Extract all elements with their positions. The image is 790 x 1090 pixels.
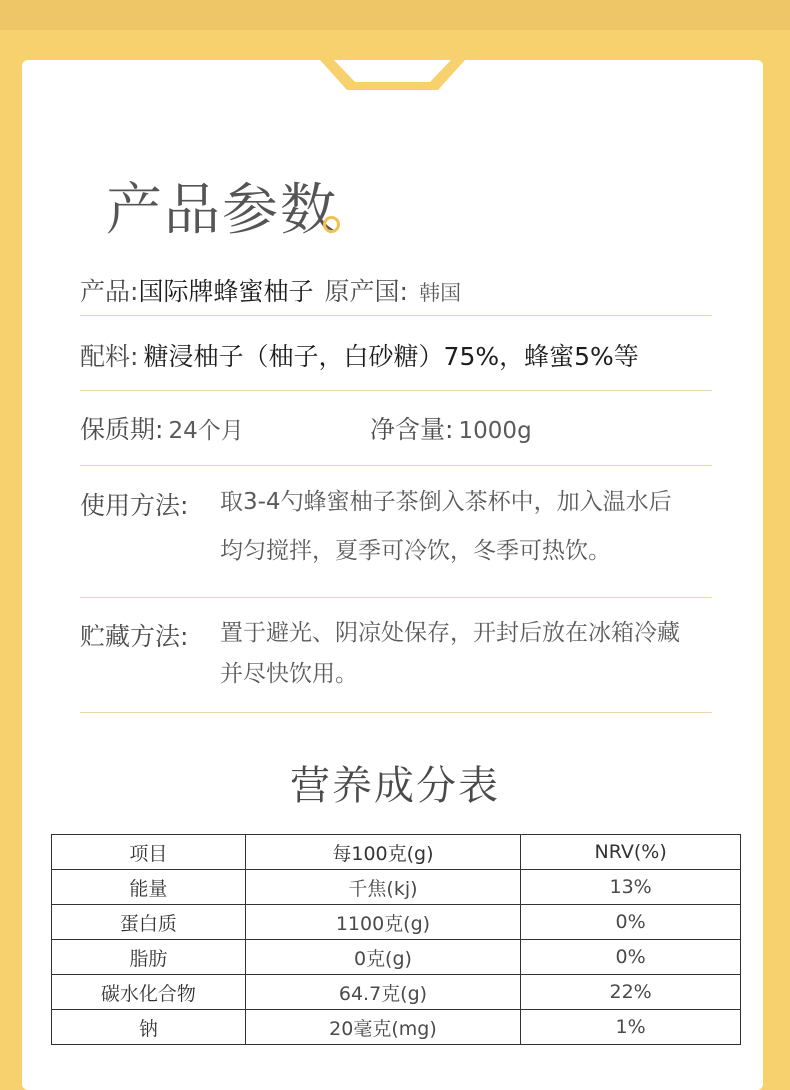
- nutrition-title: 营养成分表: [290, 763, 500, 809]
- top-banner: [0, 0, 790, 30]
- divider: [80, 465, 712, 466]
- divider: [80, 597, 712, 598]
- row-energy-amount: 千焦(kj): [245, 870, 521, 905]
- origin-value: 韩国: [419, 281, 462, 305]
- row-carbs-amount: 64.7克(g): [245, 975, 521, 1010]
- net-content-row: [370, 410, 710, 446]
- product-row: [80, 272, 712, 308]
- header-nrv: NRV(%): [521, 835, 741, 870]
- table-row: [52, 905, 741, 940]
- row-fat-nrv: 0%: [521, 940, 741, 975]
- row-protein-amount: 1100克(g): [245, 905, 521, 940]
- storage-line-1: 置于避光、阴凉处保存，开封后放在冰箱冷藏: [220, 620, 680, 646]
- net-content-value: 1000g: [458, 418, 532, 444]
- ingredients-value: 糖浸柚子（柚子，白砂糖）75%，蜂蜜5%等: [143, 342, 639, 371]
- table-row: [52, 975, 741, 1010]
- divider: [80, 712, 712, 713]
- divider: [80, 390, 712, 391]
- row-carbs-nrv: 22%: [521, 975, 741, 1010]
- title-dot-ornament: [323, 216, 340, 233]
- header-item: 项目: [52, 835, 246, 870]
- row-fat-amount: 0克(g): [245, 940, 521, 975]
- product-label: 产品:: [80, 277, 139, 306]
- row-sodium-nrv: 1%: [521, 1010, 741, 1045]
- nutrition-table: [51, 834, 741, 1045]
- origin-label: 原产国:: [324, 277, 408, 306]
- row-sodium-name: 钠: [52, 1010, 246, 1045]
- table-header-row: [52, 835, 741, 870]
- card-notch-decoration: [320, 60, 465, 90]
- usage-line-2: 均匀搅拌，夏季可冷饮，冬季可热饮。: [220, 538, 611, 564]
- storage-label: 贮藏方法:: [80, 622, 189, 651]
- net-content-label: 净含量:: [370, 415, 454, 444]
- row-energy-name: 能量: [52, 870, 246, 905]
- table-row: [52, 870, 741, 905]
- row-carbs-name: 碳水化合物: [52, 975, 246, 1010]
- table-row: [52, 940, 741, 975]
- usage-label: 使用方法:: [80, 491, 189, 520]
- storage-line-2: 并尽快饮用。: [220, 661, 358, 687]
- ingredients-label: 配料:: [80, 342, 139, 371]
- header-per-100g: 每100克(g): [245, 835, 521, 870]
- row-protein-nrv: 0%: [521, 905, 741, 940]
- row-fat-name: 脂肪: [52, 940, 246, 975]
- ingredients-row: [80, 337, 730, 373]
- row-sodium-amount: 20毫克(mg): [245, 1010, 521, 1045]
- row-energy-nrv: 13%: [521, 870, 741, 905]
- page-title: 产品参数: [106, 178, 338, 243]
- product-value: 国际牌蜂蜜柚子: [138, 277, 314, 306]
- usage-line-1: 取3-4勺蜂蜜柚子茶倒入茶杯中，加入温水后: [220, 489, 672, 515]
- shelf-life-label: 保质期:: [80, 415, 164, 444]
- table-row: [52, 1010, 741, 1045]
- shelf-life-value: 24个月: [168, 418, 244, 444]
- row-protein-name: 蛋白质: [52, 905, 246, 940]
- divider: [80, 315, 712, 316]
